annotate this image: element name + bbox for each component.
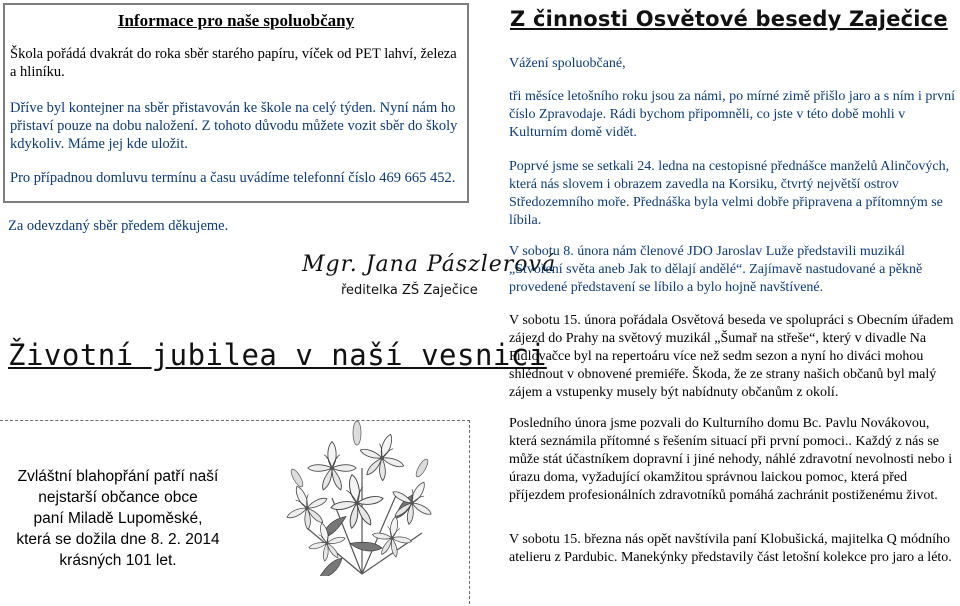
jubilee-line: krásných 101 let. <box>59 552 177 569</box>
osveta-paragraph-intro: tři měsíce letošního roku jsou za námi, po mírné zimě přišlo jaro a s ním i první číslo Zpravodaje. Rádi bychom připomněli, co jste v této době mohli v Kulturním domě vidět. <box>509 89 955 140</box>
info-title: Informace pro naše spoluobčany <box>117 11 355 30</box>
osveta-title: Z činnosti Osvětové besedy Zaječice <box>510 7 948 31</box>
info-paragraph-collection: Škola pořádá dvakrát do roka sběr starého papíru, víček od PET lahví, železa a hliníku. <box>10 46 457 80</box>
jubilee-line: Zvláštní blahopřání patří naší <box>17 468 219 485</box>
jubilee-title: Životní jubilea v naší vesnici <box>8 338 547 372</box>
info-paragraph-phone: Pro případnou domluvu termínu a času uvádíme telefonní číslo 469 665 452. <box>10 170 456 186</box>
info-box <box>3 3 469 203</box>
osveta-paragraph-trip: V sobotu 15. února pořádala Osvětová beseda ve spolupráci s Obecním úřadem zájezd do Prahy na světový muzikál „Šumař na střeše“, který v divadle Na Fidlovačce byl na repertoáru více než sedm sezon a nyní ho diváci mohou shlédnout v obnovené premiéře. Škoda, že ze strany našich občanů byl malý zájem a vstupenky musely být nabídnuty občanům z okolí. <box>509 313 954 400</box>
jubilee-line: nejstarší občance obce <box>38 489 198 506</box>
osveta-paragraph-musical: V sobotu 8. února nám členové JDO Jaroslav Luže představili muzikál „Stvoření světa aneb Jak to dělají andělé“. Zajímavě nastudované a pěkně provedené představení se líbilo a bylo hojně navštívené. <box>509 244 923 295</box>
signature-name: Mgr. Jana Pászlerová <box>302 252 557 277</box>
jubilee-text <box>10 466 226 571</box>
osveta-greeting: Vážení spoluobčané, <box>509 56 626 71</box>
osveta-paragraph-first-aid: Posledního února jsme pozvali do Kulturního domu Bc. Pavlu Novákovou, která seznámila přítomné s řešením situací při první pomoci.. Každý z nás se může stát účastníkem dopravní i jiné nehody, náhlé zdravotní nevolnosti nebo i úrazu doma, vyžadující okamžitou správnou laickou pomoc, která před příjezdem profesionálních zdravotníků pomáhá zachránit postiženému život. <box>509 416 953 503</box>
info-thanks: Za odevzdaný sběr předem děkujeme. <box>8 218 229 234</box>
jubilee-line: která se dožila dne 8. 2. 2014 <box>16 531 220 548</box>
osveta-paragraph-lecture: Poprvé jsme se setkali 24. ledna na cestopisné přednášce manželů Alinčových, která nás slovem i obrazem zavedla na Korsiku, čtvrtý největší ostrov Středozemního moře. Přednáška byla velmi dobře připravena a přítomným se líbila. <box>509 159 950 228</box>
osveta-paragraph-fashion: V sobotu 15. března nás opět navštívila paní Klobušická, majitelka Q módního atelieru z Pardubic. Manekýnky představily část letošní kolekce pro jaro a léto. <box>509 532 952 565</box>
lily-bouquet-icon <box>262 408 462 576</box>
info-paragraph-container: Dříve byl kontejner na sběr přistavován ke škole na celý týden. Nyní nám ho přistaví pouze na dobu naložení. Z tohoto důvodu můžete vozit sběr do školy kdykoliv. Máme jej kde uložit. <box>10 100 458 152</box>
jubilee-line: paní Miladě Lupoměské, <box>33 510 203 527</box>
signature-role: ředitelka ZŠ Zaječice <box>341 283 478 298</box>
